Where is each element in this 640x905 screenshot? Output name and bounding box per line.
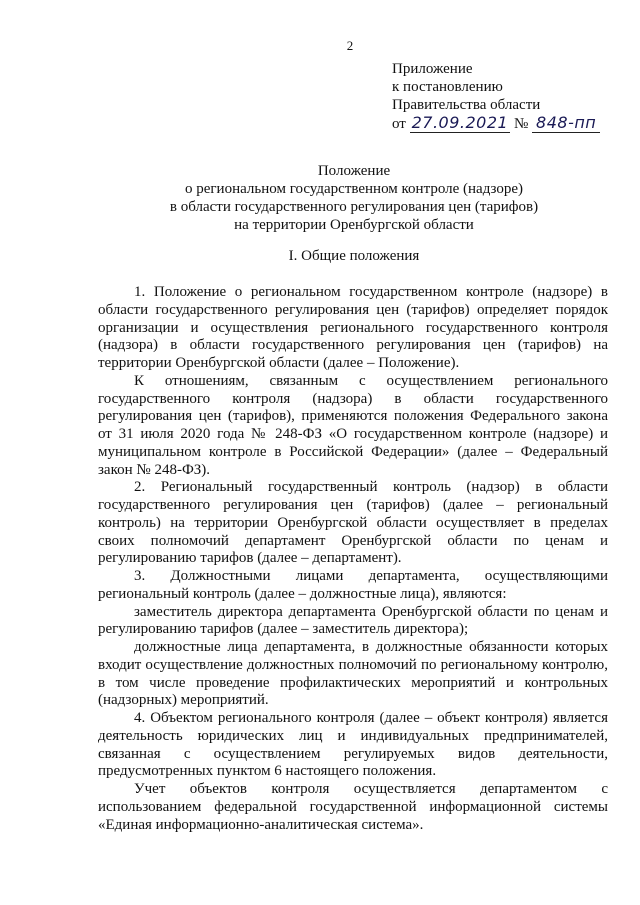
title-line-4: на территории Оренбургской области	[234, 217, 474, 233]
page-number: 2	[346, 38, 354, 53]
paragraph-8: Учет объектов контроля осуществляется департаментом с использованием федеральной государственной информационной системы «Единая информационно-аналитическая система».	[98, 781, 608, 833]
approval-line-date-number	[392, 114, 600, 133]
approval-number-handwritten: 848-пп	[532, 114, 600, 133]
paragraph-1: 1. Положение о региональном государственном контроле (надзоре) в области государственного регулирования цен (тарифов) определяет порядок организации и осуществления регионального государственного контроля (надзора) в области государственного регулирования цен (тарифов) на территории Оренбургской области (далее – Положение).	[98, 284, 608, 371]
approval-number-sign: №	[513, 116, 529, 132]
title-line-1: Положение	[317, 163, 391, 179]
approval-line-government: Правительства области	[392, 97, 541, 113]
paragraph-7: 4. Объектом регионального контроля (далее – объект контроля) является деятельность юридических лиц и индивидуальных предпринимателей, связанная с осуществлением регулируемых видов деятельности, предусмотренных пунктом 6 настоящего положения.	[98, 710, 608, 780]
approval-line-appendix: Приложение	[392, 61, 473, 77]
approval-block	[392, 60, 600, 133]
paragraph-4: 3. Должностными лицами департамента, осуществляющими региональный контроль (далее – должностные лица), являются:	[98, 568, 608, 602]
title-line-2: о региональном государственном контроле (надзоре)	[184, 181, 524, 197]
document-title	[98, 162, 610, 234]
title-line-3: в области государственного регулирования цен (тарифов)	[169, 199, 539, 215]
approval-line-resolution: к постановлению	[392, 79, 503, 95]
section-heading: I. Общие положения	[288, 248, 420, 264]
approval-date-handwritten: 27.09.2021	[411, 113, 509, 132]
document-body	[98, 284, 608, 834]
paragraph-5: заместитель директора департамента Оренбургской области по ценам и регулированию тарифов (далее – заместитель директора);	[98, 603, 608, 638]
paragraph-3: 2. Региональный государственный контроль (надзор) в области государственного регулирования цен (тарифов) (далее – региональный контроль) на территории Оренбургской области осуществляет в пределах своих полномочий департамент Оренбургской области по ценам и регулированию тарифов (далее – департамент).	[98, 479, 608, 567]
approval-prefix-from: от	[392, 116, 406, 132]
paragraph-2: К отношениям, связанным с осуществлением регионального государственного контроля (надзора) в области государственного регулирования цен (тарифов), применяются положения Федерального закона от 31 июля 2020 года № 248-ФЗ «О государственном контроле (надзоре) и муниципальном контроле в Российской Федерации» (далее – Федеральный закон № 248-ФЗ).	[98, 372, 608, 478]
paragraph-6: должностные лица департамента, в должностные обязанности которых входит осуществление должностных полномочий по региональному контролю, в том числе проведение профилактических мероприятий и контрольных (надзорных) мероприятий.	[98, 639, 608, 709]
